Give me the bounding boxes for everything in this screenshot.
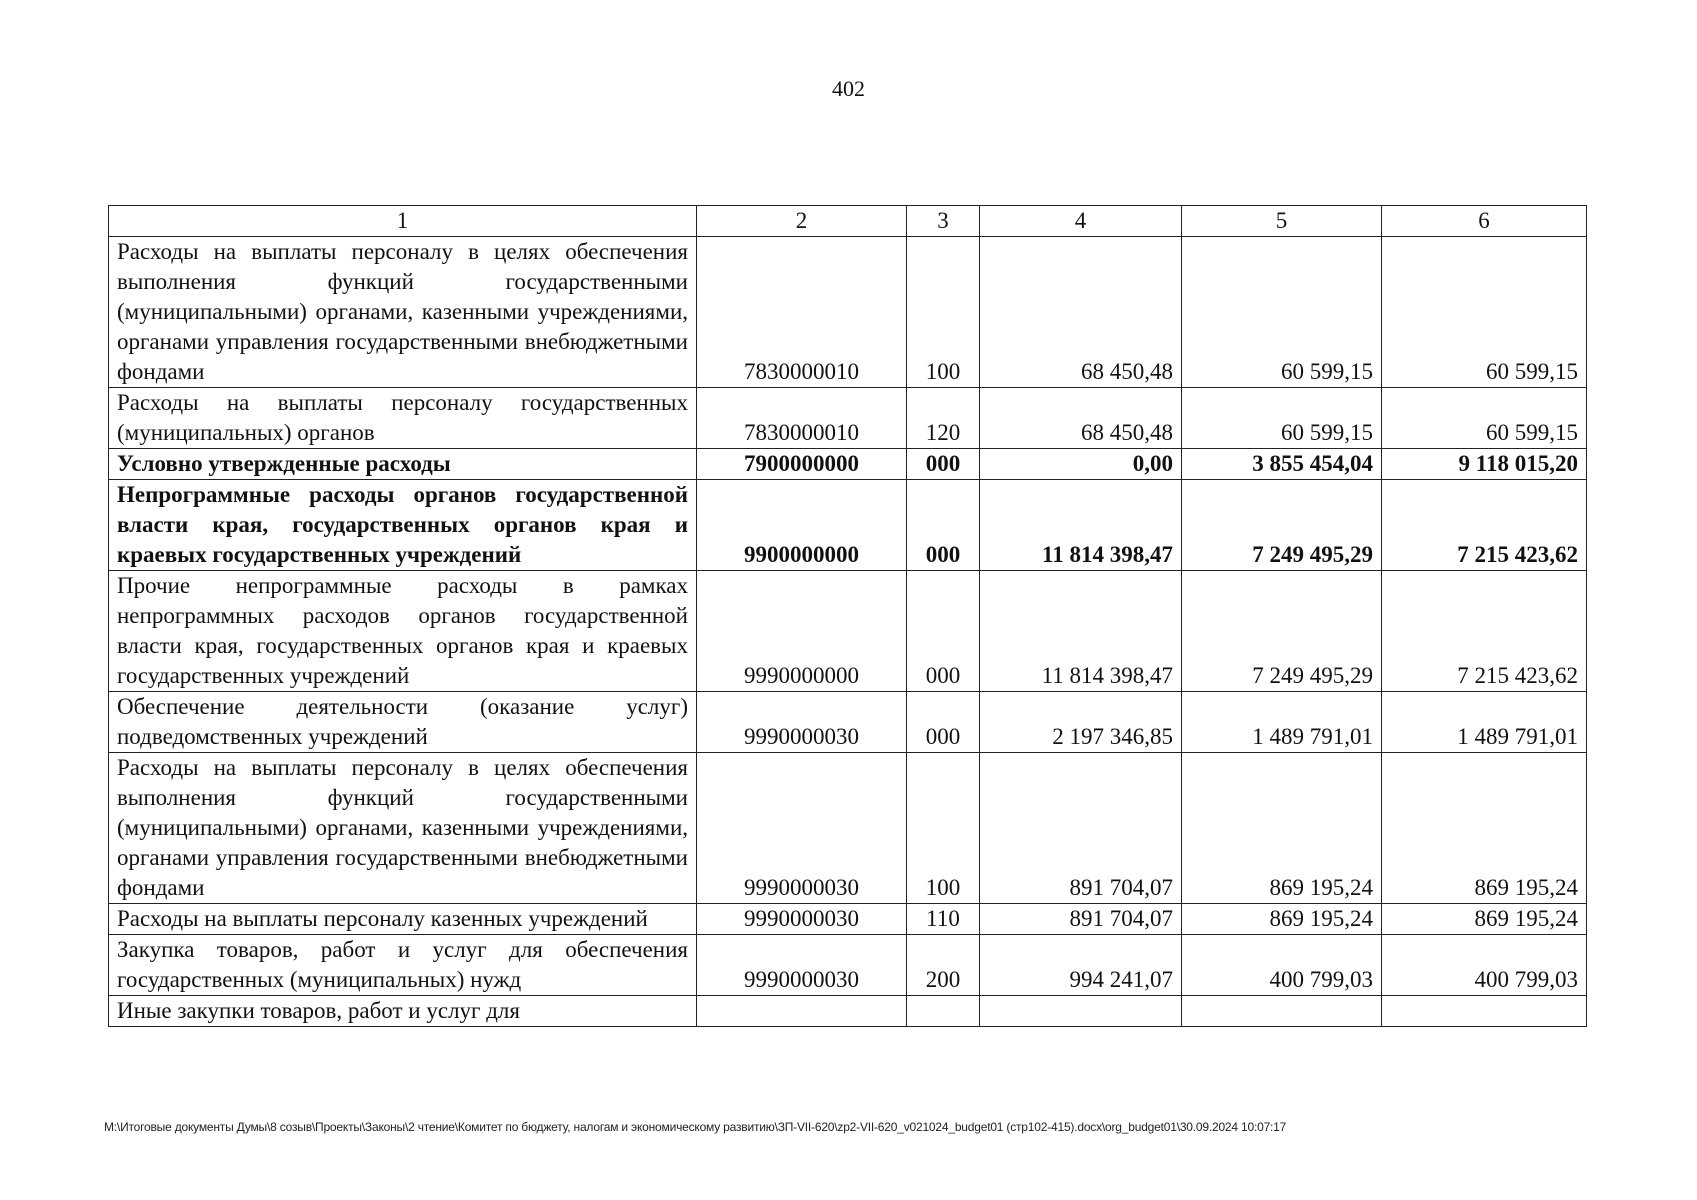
amount-year2-cell: 869 195,24 (1182, 753, 1382, 904)
target-code-cell: 9900000000 (697, 480, 907, 571)
amount-year1-cell: 891 704,07 (980, 753, 1182, 904)
amount-year1-cell: 11 814 398,47 (980, 480, 1182, 571)
table-row (109, 692, 1587, 753)
amount-year3-cell: 400 799,03 (1382, 935, 1587, 996)
row-name-cell: Условно утвержденные расходы (109, 449, 697, 480)
target-code-cell: 9990000030 (697, 904, 907, 935)
amount-year2-cell: 7 249 495,29 (1182, 480, 1382, 571)
target-code-cell: 9990000030 (697, 753, 907, 904)
amount-year3-cell: 60 599,15 (1382, 388, 1587, 449)
amount-year3-cell: 869 195,24 (1382, 753, 1587, 904)
column-number-2: 2 (697, 206, 907, 237)
table-row (109, 388, 1587, 449)
target-code-cell: 7900000000 (697, 449, 907, 480)
amount-year3-cell: 60 599,15 (1382, 237, 1587, 388)
expense-type-cell: 100 (907, 753, 980, 904)
column-number-6: 6 (1382, 206, 1587, 237)
amount-year3-cell: 869 195,24 (1382, 904, 1587, 935)
amount-year1-cell: 68 450,48 (980, 388, 1182, 449)
amount-year1-cell: 994 241,07 (980, 935, 1182, 996)
table-row (109, 904, 1587, 935)
table-row (109, 237, 1587, 388)
expense-type-cell: 000 (907, 480, 980, 571)
amount-year1-cell: 0,00 (980, 449, 1182, 480)
amount-year1-cell: 11 814 398,47 (980, 571, 1182, 692)
amount-year1-cell: 2 197 346,85 (980, 692, 1182, 753)
column-number-5: 5 (1182, 206, 1382, 237)
expense-type-cell: 000 (907, 571, 980, 692)
amount-year2-cell: 400 799,03 (1182, 935, 1382, 996)
expense-type-cell: 110 (907, 904, 980, 935)
expense-type-cell: 100 (907, 237, 980, 388)
column-number-1: 1 (109, 206, 697, 237)
row-name-cell: Непрограммные расходы органов государственной власти края, государственных органов края и краевых государственных учреждений (109, 480, 697, 571)
row-name-cell: Расходы на выплаты персоналу казенных учреждений (109, 904, 697, 935)
expense-type-cell: 120 (907, 388, 980, 449)
table-row (109, 449, 1587, 480)
amount-year3-cell: 7 215 423,62 (1382, 571, 1587, 692)
amount-year1-cell: 891 704,07 (980, 904, 1182, 935)
expense-type-cell: 000 (907, 449, 980, 480)
row-name-cell: Прочие непрограммные расходы в рамках непрограммных расходов органов государственной власти края, государственных органов края и краевых государственных учреждений (109, 571, 697, 692)
row-name-cell: Расходы на выплаты персоналу в целях обеспечения выполнения функций государственными (муниципальными) органами, казенными учреждениями, органами управления государственными внебюджетными фондами (109, 237, 697, 388)
target-code-cell: 9990000030 (697, 935, 907, 996)
amount-year1-cell (980, 996, 1182, 1027)
row-name-cell: Иные закупки товаров, работ и услуг для (109, 996, 697, 1027)
amount-year2-cell: 3 855 454,04 (1182, 449, 1382, 480)
target-code-cell (697, 996, 907, 1027)
column-number-4: 4 (980, 206, 1182, 237)
table-row (109, 571, 1587, 692)
amount-year1-cell: 68 450,48 (980, 237, 1182, 388)
expense-type-cell: 200 (907, 935, 980, 996)
amount-year2-cell: 1 489 791,01 (1182, 692, 1382, 753)
page-number: 402 (832, 76, 865, 101)
table-row (109, 480, 1587, 571)
amount-year2-cell (1182, 996, 1382, 1027)
column-number-row (109, 206, 1587, 237)
budget-table (108, 205, 1587, 1027)
row-name-cell: Закупка товаров, работ и услуг для обеспечения государственных (муниципальных) нужд (109, 935, 697, 996)
target-code-cell: 7830000010 (697, 237, 907, 388)
row-name-cell: Обеспечение деятельности (оказание услуг) подведомственных учреждений (109, 692, 697, 753)
table-row (109, 996, 1587, 1027)
file-path-footer: M:\Итоговые документы Думы\8 созыв\Проекты\Законы\2 чтение\Комитет по бюджету, налогам и экономическому развитию\ЗП-VII-620\zp2-VII-620_v021024_budget01 (стр102-415).docx\org_budget01\30.09.2024 10:07:17 (104, 1120, 1287, 1134)
amount-year2-cell: 60 599,15 (1182, 237, 1382, 388)
expense-type-cell (907, 996, 980, 1027)
table-row (109, 935, 1587, 996)
amount-year3-cell: 9 118 015,20 (1382, 449, 1587, 480)
expense-type-cell: 000 (907, 692, 980, 753)
amount-year2-cell: 7 249 495,29 (1182, 571, 1382, 692)
amount-year3-cell: 1 489 791,01 (1382, 692, 1587, 753)
amount-year2-cell: 869 195,24 (1182, 904, 1382, 935)
table-row (109, 753, 1587, 904)
target-code-cell: 9990000000 (697, 571, 907, 692)
column-number-3: 3 (907, 206, 980, 237)
amount-year2-cell: 60 599,15 (1182, 388, 1382, 449)
amount-year3-cell: 7 215 423,62 (1382, 480, 1587, 571)
target-code-cell: 7830000010 (697, 388, 907, 449)
target-code-cell: 9990000030 (697, 692, 907, 753)
row-name-cell: Расходы на выплаты персоналу в целях обеспечения выполнения функций государственными (муниципальными) органами, казенными учреждениями, органами управления государственными внебюджетными фондами (109, 753, 697, 904)
amount-year3-cell (1382, 996, 1587, 1027)
table-body (109, 206, 1587, 1027)
row-name-cell: Расходы на выплаты персоналу государственных (муниципальных) органов (109, 388, 697, 449)
